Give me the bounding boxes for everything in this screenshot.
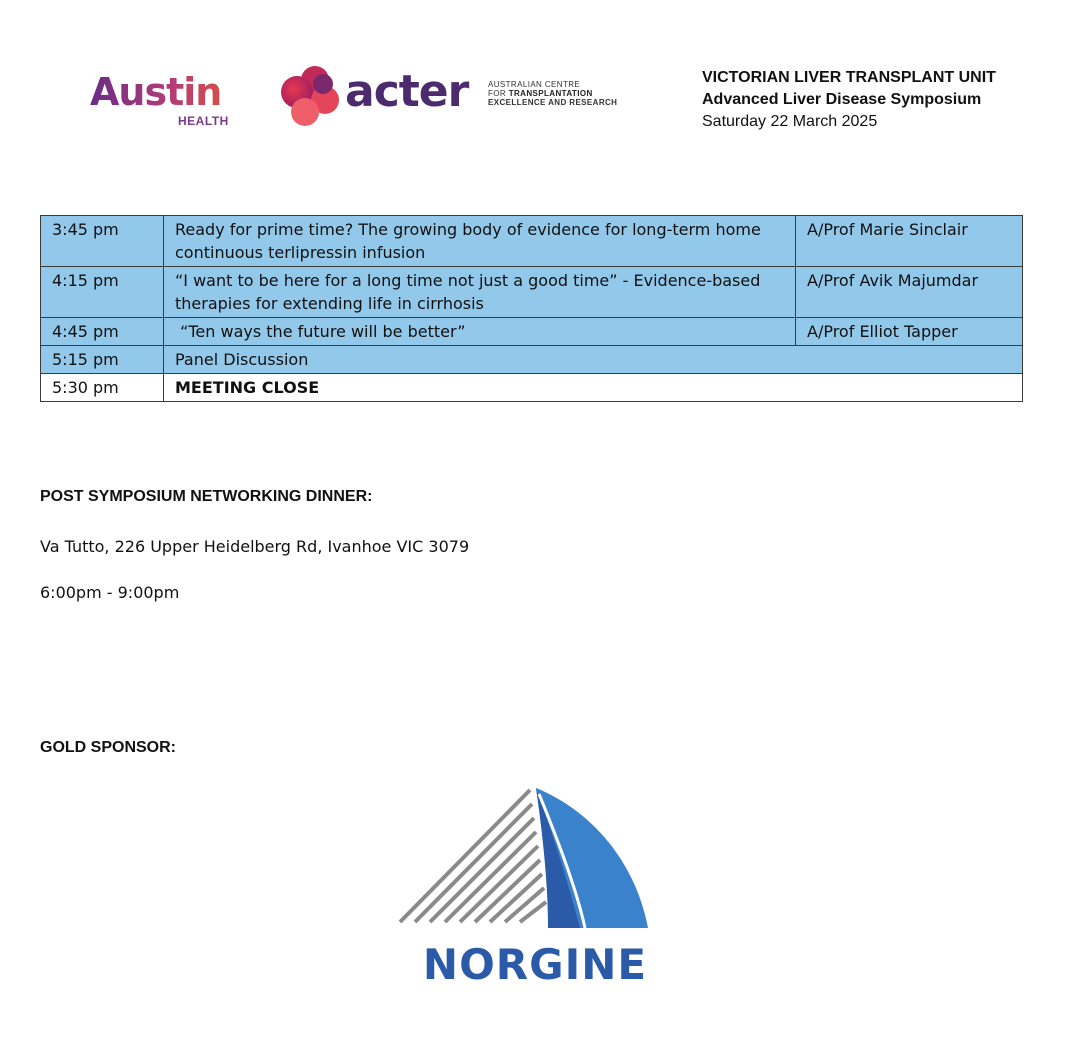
agenda-title: MEETING CLOSE	[164, 374, 1023, 402]
header-event-info	[702, 67, 1062, 133]
norgine-wordmark: NORGINE	[422, 940, 648, 989]
agenda-row	[41, 374, 1023, 402]
acter-tagline-2	[488, 89, 617, 98]
austin-logo-word: Austin	[90, 70, 240, 114]
agenda-time: 4:45 pm	[41, 318, 164, 346]
agenda-title: Ready for prime time? The growing body of evidence for long-term home continuous terlipressin infusion	[164, 216, 796, 267]
agenda-table	[40, 215, 1023, 402]
event-title: Advanced Liver Disease Symposium	[702, 91, 982, 108]
austin-logo-sub: HEALTH	[178, 114, 229, 128]
agenda-time: 3:45 pm	[41, 216, 164, 267]
norgine-logo	[380, 780, 680, 990]
dinner-address: Va Tutto, 226 Upper Heidelberg Rd, Ivanhoe VIC 3079	[40, 537, 470, 556]
acter-logo	[275, 62, 635, 132]
sponsor-heading: GOLD SPONSOR:	[40, 739, 177, 756]
agenda-title: “Ten ways the future will be better”	[164, 318, 796, 346]
unit-title: VICTORIAN LIVER TRANSPLANT UNIT	[702, 69, 996, 86]
agenda-title: Panel Discussion	[164, 346, 1023, 374]
dinner-heading: POST SYMPOSIUM NETWORKING DINNER:	[40, 488, 373, 505]
agenda-time: 5:30 pm	[41, 374, 164, 402]
agenda-time: 5:15 pm	[41, 346, 164, 374]
dinner-time: 6:00pm - 9:00pm	[40, 583, 180, 602]
acter-blob-icon	[275, 62, 345, 132]
agenda-row	[41, 267, 1023, 318]
agenda-row	[41, 216, 1023, 267]
agenda-row	[41, 318, 1023, 346]
agenda-time: 4:15 pm	[41, 267, 164, 318]
agenda-speaker: A/Prof Avik Majumdar	[796, 267, 1023, 318]
acter-tagline-2-pre: FOR	[488, 89, 509, 98]
acter-tagline	[488, 80, 617, 107]
agenda-speaker: A/Prof Marie Sinclair	[796, 216, 1023, 267]
acter-tagline-1: AUSTRALIAN CENTRE	[488, 80, 581, 89]
austin-health-logo	[90, 70, 240, 132]
acter-logo-word: acter	[345, 66, 469, 117]
event-date: Saturday 22 March 2025	[702, 113, 878, 130]
agenda-row	[41, 346, 1023, 374]
acter-tagline-3: EXCELLENCE AND RESEARCH	[488, 98, 618, 107]
agenda-speaker: A/Prof Elliot Tapper	[796, 318, 1023, 346]
acter-tagline-2-bold: TRANSPLANTATION	[508, 89, 593, 98]
agenda-title: “I want to be here for a long time not just a good time” - Evidence-based therapies for extending life in cirrhosis	[164, 267, 796, 318]
sail-icon	[380, 780, 680, 940]
